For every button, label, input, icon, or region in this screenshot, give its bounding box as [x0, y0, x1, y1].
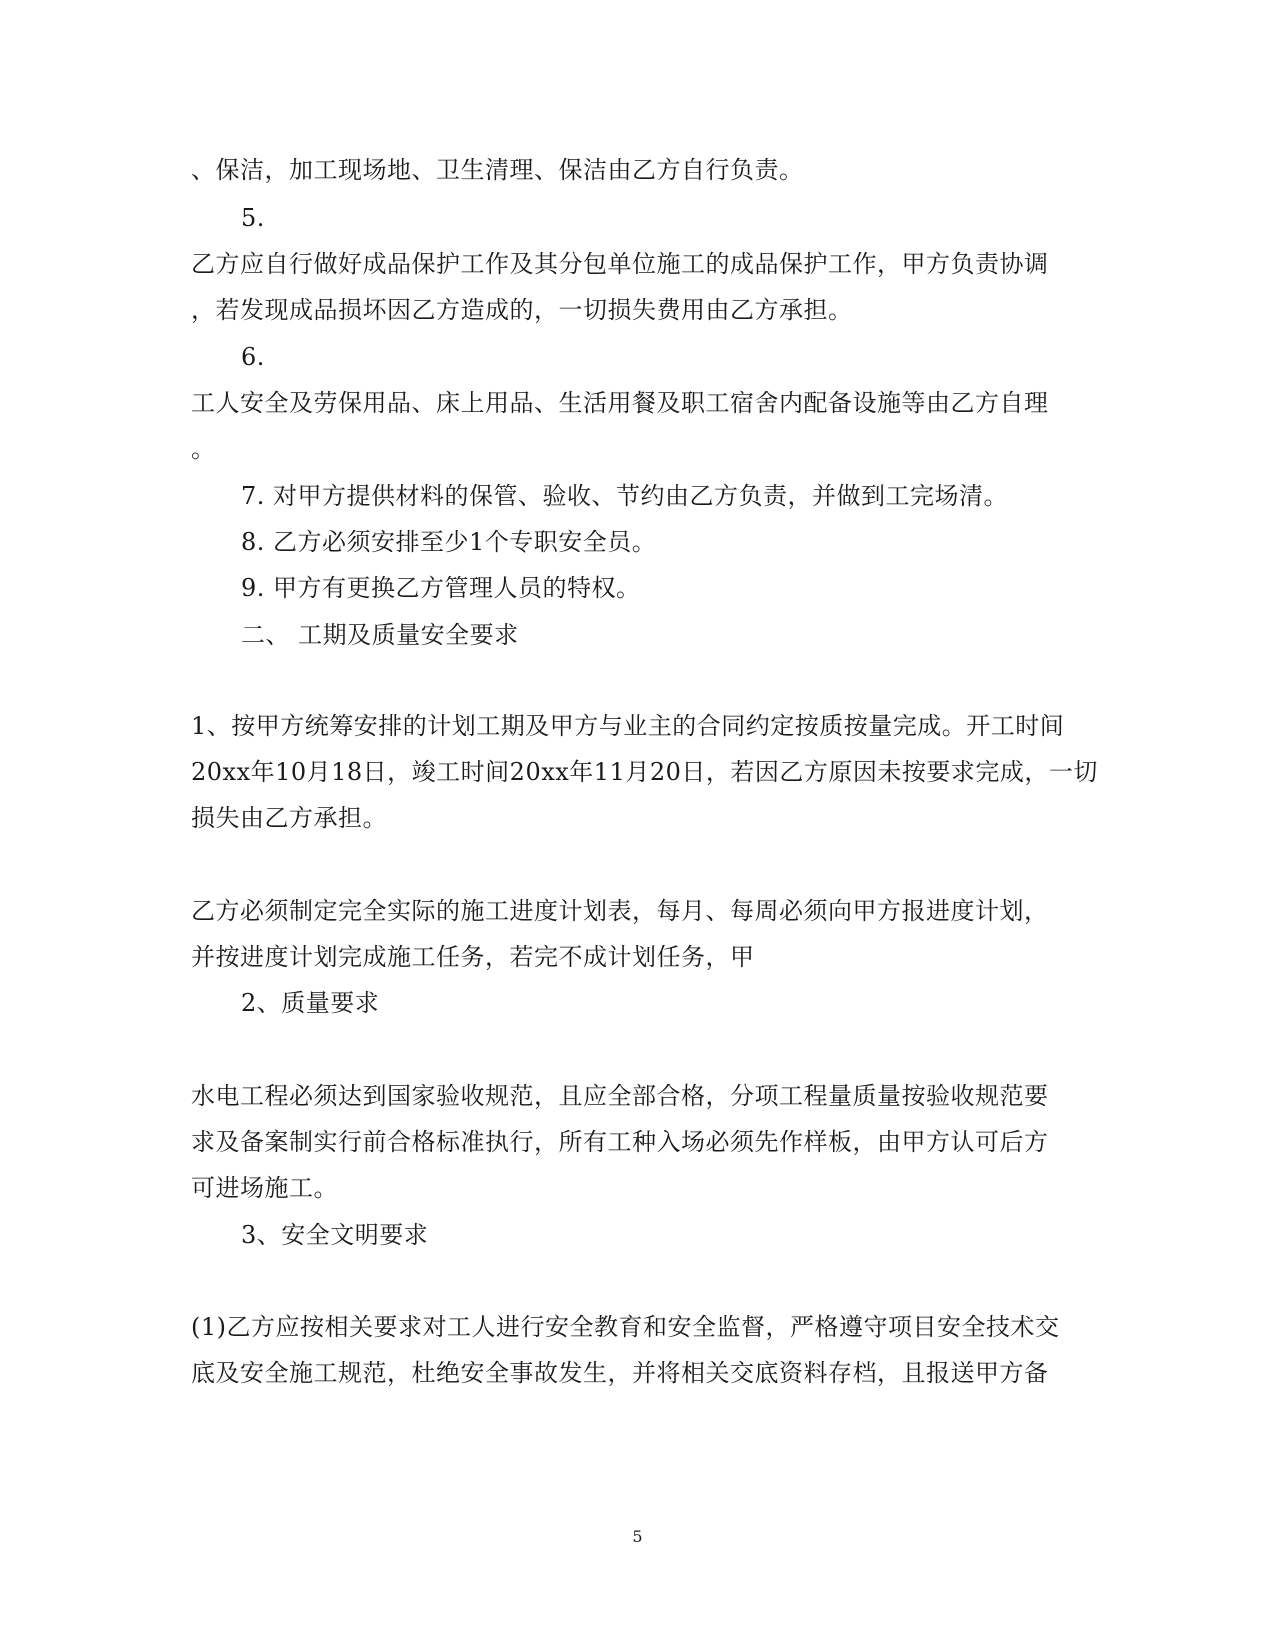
list-item: 8. 乙方必须安排至少1个专职安全员。 — [241, 528, 657, 556]
subsection-heading: 2、质量要求 — [241, 989, 380, 1017]
list-number: 5. — [241, 204, 265, 232]
text-line: 底及安全施工规范，杜绝安全事故发生，并将相关交底资料存档，且报送甲方备 — [191, 1359, 1049, 1387]
list-item: 7. 对甲方提供材料的保管、验收、节约由乙方负责，并做到工完场清。 — [241, 482, 1009, 510]
text-line: 工人安全及劳保用品、床上用品、生活用餐及职工宿舍内配备设施等由乙方自理 — [191, 389, 1049, 417]
page-number: 5 — [632, 1527, 643, 1546]
text-line: 损失由乙方承担。 — [191, 804, 387, 832]
text-line: 。 — [191, 435, 216, 463]
text-line: 乙方应自行做好成品保护工作及其分包单位施工的成品保护工作，甲方负责协调 — [191, 250, 1049, 278]
text-line: 可进场施工。 — [191, 1174, 338, 1202]
text-line: 求及备案制实行前合格标准执行，所有工种入场必须先作样板，由甲方认可后方 — [191, 1128, 1049, 1156]
text-line: 20xx年10月18日，竣工时间20xx年11月20日，若因乙方原因未按要求完成，一切 — [191, 758, 1098, 786]
text-line: 1、按甲方统筹安排的计划工期及甲方与业主的合同约定按质按量完成。开工时间 — [191, 712, 1065, 740]
list-number: 6. — [241, 343, 265, 371]
text-line: ，若发现成品损坏因乙方造成的，一切损失费用由乙方承担。 — [191, 296, 853, 324]
section-heading: 二、 工期及质量安全要求 — [241, 621, 519, 649]
text-line: (1)乙方应按相关要求对工人进行安全教育和安全监督，严格遵守项目安全技术交 — [191, 1313, 1060, 1341]
list-item: 9. 甲方有更换乙方管理人员的特权。 — [241, 574, 641, 602]
text-line: 、保洁，加工现场地、卫生清理、保洁由乙方自行负责。 — [191, 156, 804, 184]
text-line: 水电工程必须达到国家验收规范，且应全部合格，分项工程量质量按验收规范要 — [191, 1082, 1049, 1110]
subsection-heading: 3、安全文明要求 — [241, 1221, 429, 1249]
text-line: 并按进度计划完成施工任务，若完不成计划任务，甲 — [191, 943, 755, 971]
text-line: 乙方必须制定完全实际的施工进度计划表，每月、每周必须向甲方报进度计划， — [191, 897, 1049, 925]
